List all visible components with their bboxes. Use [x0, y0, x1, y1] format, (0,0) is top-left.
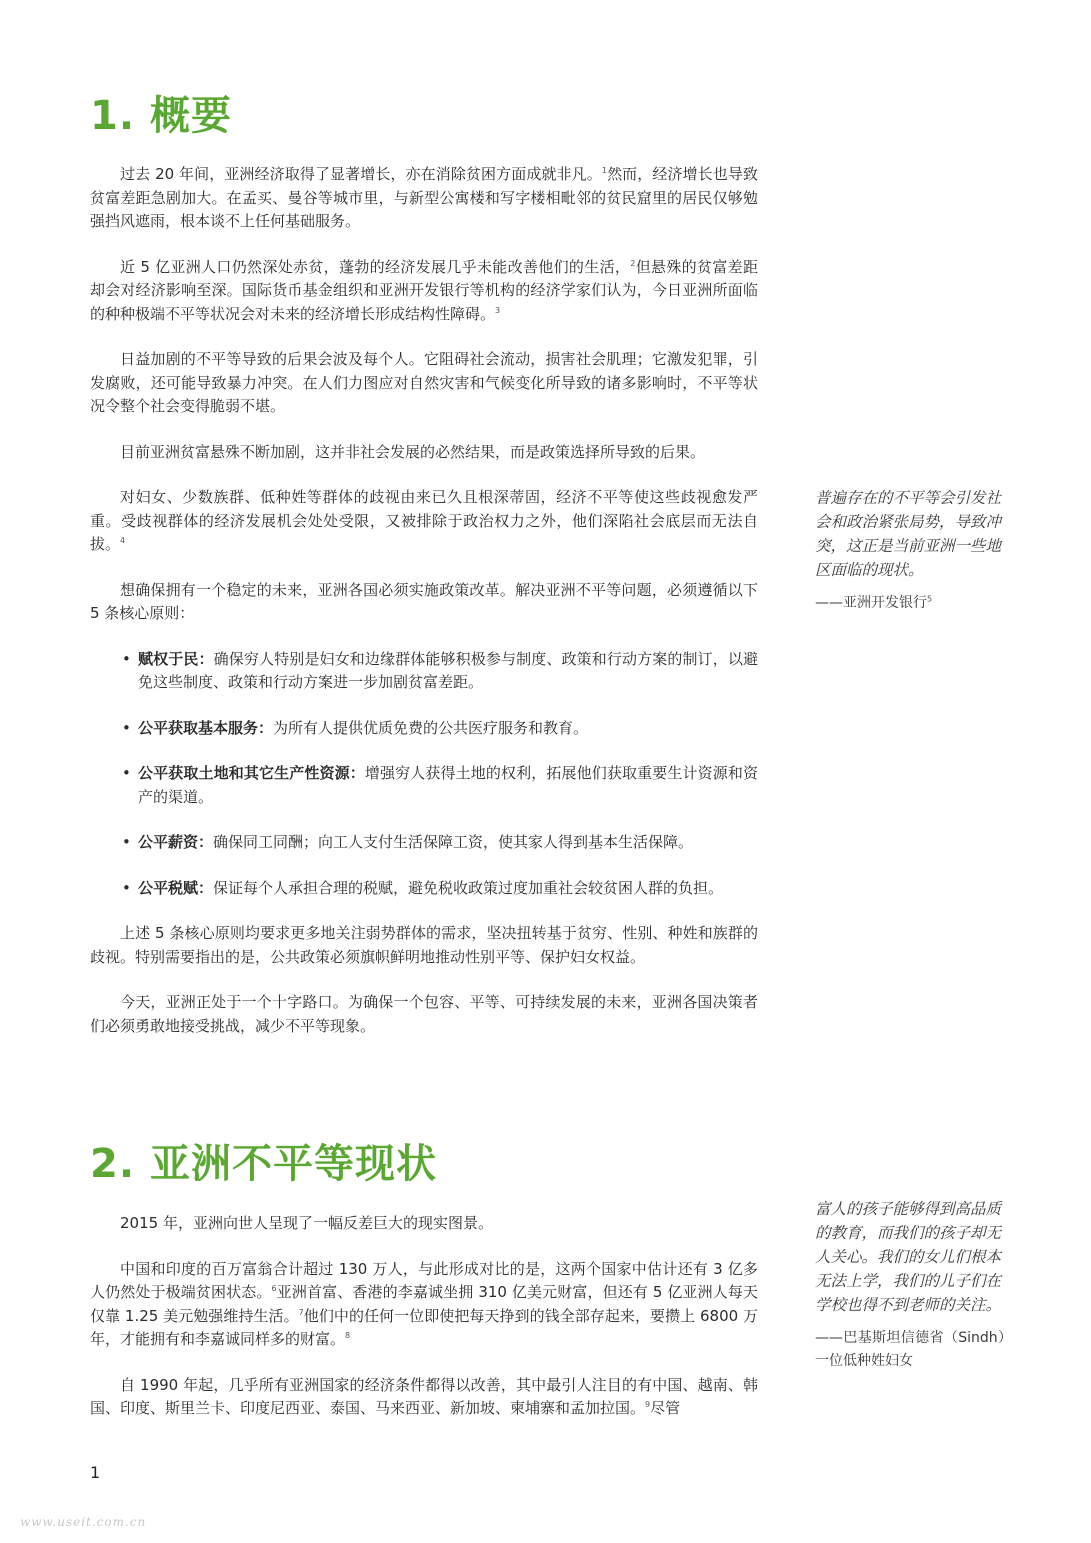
quote-source: ——巴基斯坦信德省（Sindh）一位低种姓妇女	[815, 1330, 1005, 1369]
footnote-ref[interactable]: 3	[495, 305, 501, 315]
paragraph: 目前亚洲贫富悬殊不断加剧，这并非社会发展的必然结果，而是政策选择所导致的后果。	[120, 442, 706, 461]
footnote-ref[interactable]: 9	[645, 1400, 651, 1409]
paragraph: 想确保拥有一个稳定的未来，亚洲各国必须实施政策改革。解决亚洲不平等问题，必须遵循以下 5 条核心原则：	[90, 580, 758, 622]
paragraph: 对妇女、少数族群、低种姓等群体的歧视由来已久且根深蒂固，经济不平等使这些歧视愈发严重。受歧视群体的经济发展机会处处受限，又被排除于政治权力之外，他们深陷社会底层而无法自拔。$^4$	[90, 488, 758, 553]
section-2-body	[90, 1212, 758, 1443]
paragraph: 近 5 亿亚洲人口仍然深处赤贫，蓬勃的经济发展几乎未能改善他们的生活，$^2$但悬殊的贫富差距却会对经济影响至深。国际货币基金组织和亚洲开发银行等机构的经济学家们认为，今日亚洲所面临的种种极端不平等状况会对未来的经济增长形成结构性障碍。$^3$	[90, 257, 758, 323]
list-item: • 公平薪资：确保同工同酬；向工人支付生活保障工资，使其家人得到基本生活保障。	[90, 831, 758, 855]
list-item: • 公平税赋：保证每个人承担合理的税赋，避免税收政策过度加重社会较贫困人群的负担。	[90, 877, 758, 901]
watermark: www.useit.com.cn	[20, 1515, 147, 1529]
list-item: • 公平获取基本服务：为所有人提供优质免费的公共医疗服务和教育。	[90, 717, 758, 741]
section-1-title: 1. 概要	[90, 93, 232, 139]
core-principles-list	[90, 648, 758, 901]
paragraph: 日益加剧的不平等导致的后果会波及每个人。它阻碍社会流动，损害社会肌理；它激发犯罪，引发腐败，还可能导致暴力冲突。在人们力图应对自然灾害和气候变化所导致的诸多影响时，不平等状况令整个社会变得脆弱不堪。	[90, 350, 758, 415]
side-quote-2	[815, 1197, 1005, 1373]
footnote-ref[interactable]: 4	[120, 536, 126, 545]
footnote-ref[interactable]: 6	[271, 1284, 277, 1293]
section-2-title: 2. 亚洲不平等现状	[90, 1141, 437, 1187]
footnote-ref[interactable]: 5	[927, 594, 933, 604]
footnote-ref[interactable]: 2	[630, 258, 636, 268]
list-item: • 公平获取土地和其它生产性资源：增强穷人获得土地的权利，拓展他们获取重要生计资源和资产的渠道。	[90, 762, 758, 809]
paragraph: 自 1990 年起，几乎所有亚洲国家的经济条件都得以改善，其中最引人注目的有中国、越南、韩国、印度、斯里兰卡、印度尼西亚、泰国、马来西亚、新加坡、柬埔寨和孟加拉国。$^9$尽管	[90, 1375, 758, 1417]
quote-source: ——亚洲开发银行$^5$	[815, 594, 933, 611]
paragraph: 过去 20 年间，亚洲经济取得了显著增长，亦在消除贫困方面成就非凡。$^1$然而，经济增长也导致贫富差距急剧加大。在孟买、曼谷等城市里，与新型公寓楼和写字楼相毗邻的贫民窟里的居民仅够勉强挡风遮雨，根本谈不上任何基础服务。	[90, 165, 758, 230]
pull-quote: 普遍存在的不平等会引发社会和政治紧张局势，导致冲突，这正是当前亚洲一些地区面临的现状。	[815, 489, 1002, 579]
list-item: • 赋权于民：确保穷人特别是妇女和边缘群体能够积极参与制度、政策和行动方案的制订，以避免这些制度、政策和行动方案进一步加剧贫富差距。	[90, 648, 758, 695]
footnote-ref[interactable]: 7	[298, 1307, 304, 1317]
paragraph: 上述 5 条核心原则均要求更多地关注弱势群体的需求，坚决扭转基于贫穷、性别、种姓和族群的歧视。特别需要指出的是，公共政策必须旗帜鲜明地推动性别平等、保护妇女权益。	[90, 924, 758, 966]
pull-quote: 富人的孩子能够得到高品质的教育，而我们的孩子却无人关心。我们的女儿们根本无法上学，我们的儿子们在学校也得不到老师的关注。	[815, 1200, 1002, 1314]
section-1-body	[90, 163, 758, 1060]
footnote-ref[interactable]: 8	[345, 1331, 351, 1340]
side-quote-1	[815, 486, 1005, 615]
page-number: 1	[90, 1463, 101, 1482]
paragraph: 今天，亚洲正处于一个十字路口。为确保一个包容、平等、可持续发展的未来，亚洲各国决策者们必须勇敢地接受挑战，减少不平等现象。	[90, 993, 758, 1035]
paragraph: 2015 年，亚洲向世人呈现了一幅反差巨大的现实图景。	[120, 1214, 493, 1232]
paragraph: 中国和印度的百万富翁合计超过 130 万人，与此形成对比的是，这两个国家中估计还有 3 亿多人仍然处于极端贫困状态。$^6$亚洲首富、香港的李嘉诚坐拥 310 亿美元财富，但还有 5 亿亚洲人每天仅靠 1.25 美元勉强维持生活。$^7$他们中的任何一位即使把每天挣到的钱全部存起来，要攒上 6800 万年，才能拥有和李嘉诚同样多的财富。$^8$	[90, 1259, 759, 1348]
footnote-ref[interactable]: 1	[601, 166, 607, 175]
